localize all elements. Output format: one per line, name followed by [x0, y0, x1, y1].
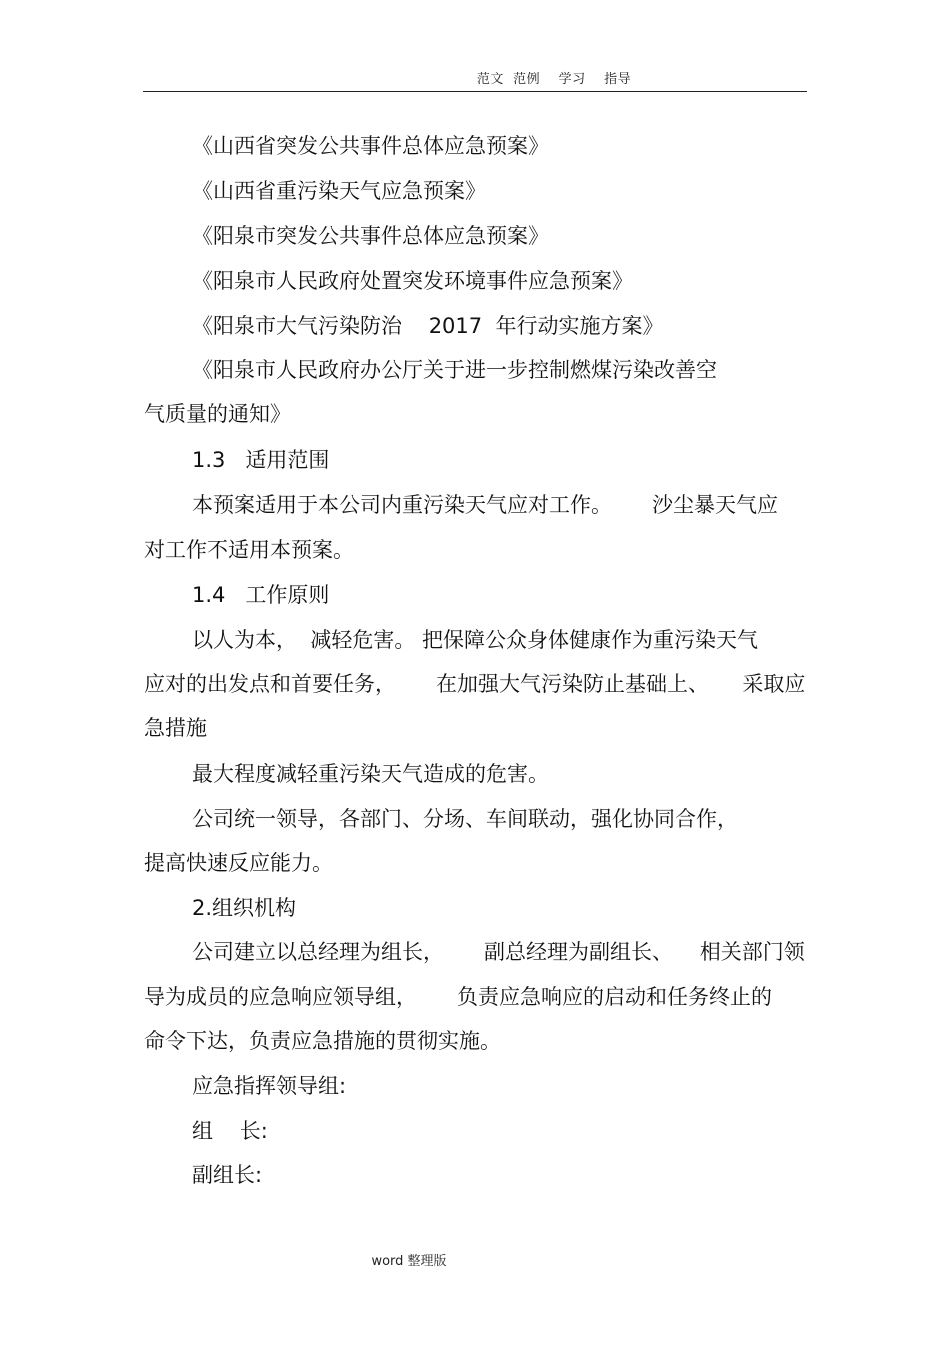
paragraph-line: 命令下达，负责应急措施的贯彻实施。: [144, 1029, 501, 1053]
paragraph-line: 最大程度减轻重污染天气造成的危害。: [192, 762, 549, 786]
paragraph-line: 以人为本， 减轻危害。 把保障公众身体健康作为重污染天气: [192, 628, 759, 652]
paragraph-line: 应急指挥领导组:: [192, 1074, 347, 1098]
reference-line: 《阳泉市大气污染防治 2017 年行动实施方案》: [192, 314, 664, 338]
reference-line: 《山西省重污染天气应急预案》: [192, 179, 486, 203]
header-text: 范文 范例 学习 指导: [476, 72, 632, 87]
role-label-leader: 组 长:: [192, 1119, 268, 1143]
paragraph-line: 提高快速反应能力。: [144, 851, 333, 875]
reference-line: 《山西省突发公共事件总体应急预案》: [192, 134, 549, 158]
paragraph-line: 公司建立以总经理为组长， 副总经理为副组长、 相关部门领: [192, 940, 805, 964]
section-heading: 2.组织机构: [192, 896, 297, 920]
paragraph-line: 导为成员的应急响应领导组， 负责应急响应的启动和任务终止的: [144, 985, 773, 1009]
paragraph-line: 对工作不适用本预案。: [144, 538, 354, 562]
paragraph-line: 应对的出发点和首要任务， 在加强大气污染防止基础上、 采取应: [144, 672, 806, 696]
reference-line-continued: 气质量的通知》: [144, 402, 291, 426]
reference-line: 《阳泉市人民政府办公厅关于进一步控制燃煤污染改善空: [192, 358, 717, 382]
reference-line: 《阳泉市人民政府处置突发环境事件应急预案》: [192, 269, 633, 293]
section-heading: 1.4 工作原则: [192, 583, 330, 607]
paragraph-line: 急措施: [144, 716, 207, 740]
header-rule: [143, 91, 807, 92]
reference-line: 《阳泉市突发公共事件总体应急预案》: [192, 224, 549, 248]
paragraph-line: 本预案适用于本公司内重污染天气应对工作。 沙尘暴天气应: [192, 493, 779, 517]
page-footer: word 整理版: [371, 1254, 447, 1269]
paragraph-line: 公司统一领导，各部门、分场、车间联动，强化协同合作，: [192, 807, 738, 831]
role-label-deputy-leader: 副组长:: [192, 1163, 263, 1187]
section-heading: 1.3 适用范围: [192, 448, 330, 472]
